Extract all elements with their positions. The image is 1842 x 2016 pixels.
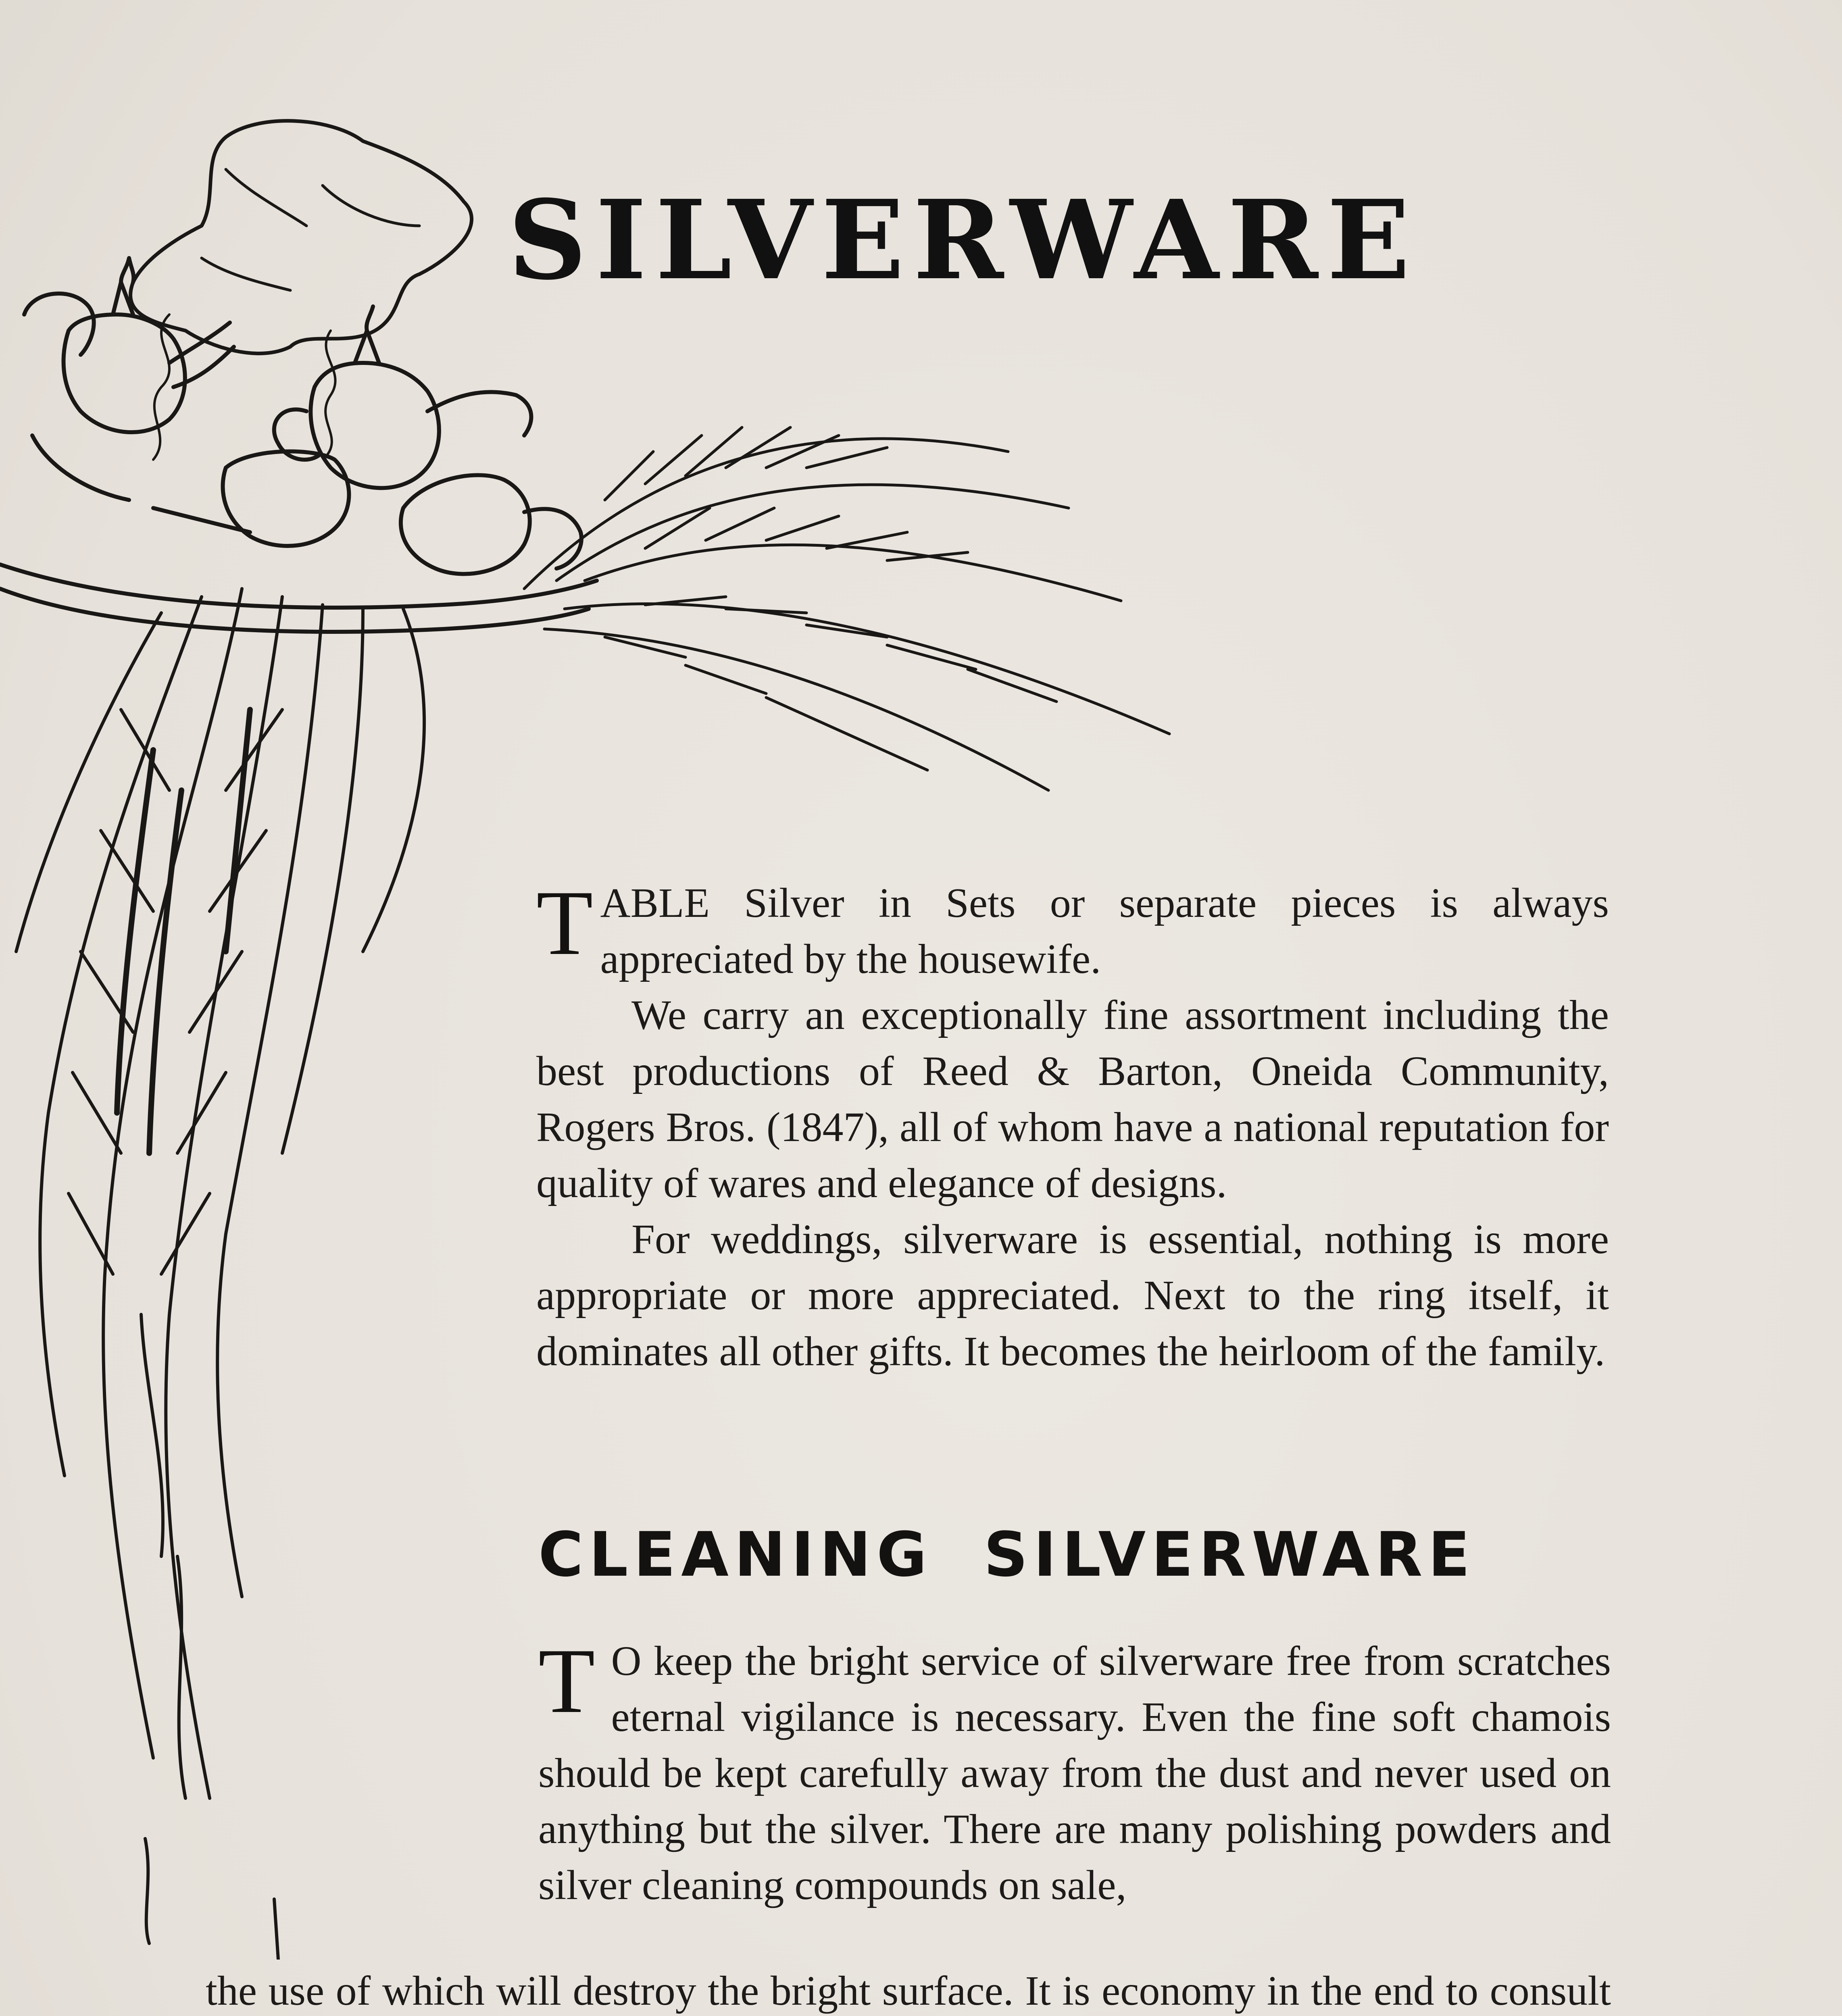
paragraph-text: O keep the bright service of silverware free from scratches eternal vigilance is necessary. Even the fine soft chamois should be kept carefully away from the dust and never used on anything but the silver. There are many polishing powders and silver cleaning compounds on sale, — [538, 1638, 1611, 1908]
page-title: SILVERWARE — [508, 176, 1419, 304]
paragraph-text: ABLE Silver in Sets or separate pieces is always appreciated by the housewife. — [600, 880, 1609, 982]
paragraph-weddings: For weddings, silverware is essential, nothing is more appropriate or more appreciated. Next to the ring itself, it dominates all other gifts. It becomes the heirloom of the family. — [536, 1216, 1609, 1375]
paragraph-cleaning-intro — [538, 1629, 1611, 1913]
drop-cap: T — [538, 1629, 595, 1732]
drop-cap: T — [536, 871, 593, 974]
paragraph-assortment: We carry an exceptionally fine assortment including the best productions of Reed & Barton, Oneida Community, Rogers Bros. (1847), all of whom have a national reputation for quality of wares and elegance of designs. — [536, 992, 1609, 1206]
section-cleaning-body — [538, 1629, 1611, 1913]
section-cleaning-continued — [206, 1963, 1611, 2016]
paragraph-cleaning-continued: the use of which will destroy the bright surface. It is economy in the end to consult — [206, 1968, 1611, 2014]
paragraph-table-silver — [536, 871, 1609, 987]
section-heading-cleaning: CLEANING SILVERWARE — [538, 1519, 1476, 1590]
section-silverware-body — [536, 871, 1609, 1379]
